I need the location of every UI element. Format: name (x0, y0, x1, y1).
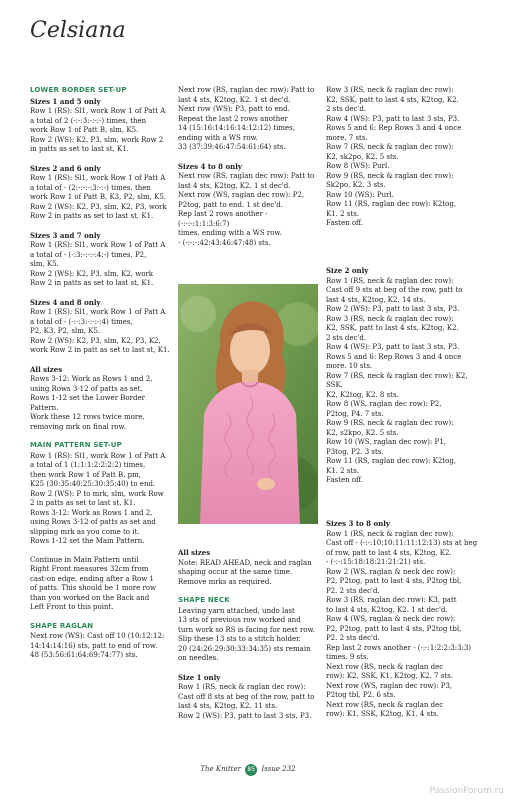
instruction-line: Rep last 2 rows another - (-:-:-:1:1:3:6:7) (178, 210, 268, 228)
instruction-line: a total of 2 (-:-:3:-:-:-) times, then (30, 116, 147, 125)
instruction-line: Row 9 (RS, neck & raglan dec row): (326, 171, 454, 180)
instruction-line: last 4 sts, K2tog, K2. 1 st dec'd. (178, 95, 291, 104)
instruction-line: then work Row 1 of Patt B, pm, (30, 470, 141, 479)
instruction-line: Row 1 (RS, neck & raglan dec row): (178, 683, 306, 691)
instruction-line: 48 (53:56:61:64:69:74:77) sts. (30, 651, 138, 659)
instruction-line: Leaving yarn attached, undo last (178, 606, 295, 615)
instruction-line: P2tog, patt to end. 1 st dec'd. (178, 200, 283, 209)
instruction-line: Row 1 (RS, neck & raglan dec row): (326, 276, 454, 285)
instruction-line: of patts. This should be 1 more row (30, 584, 156, 592)
instruction-line: Row 2 (WS, raglan & neck dec row): (326, 567, 456, 576)
instruction-line: Remove mrks as required. (178, 577, 272, 586)
instruction-line: slm, K5. (30, 260, 59, 268)
instruction-line: P2, P2tog, patt to last 4 sts, P2tog tbl, (326, 624, 462, 633)
instruction-line: last 4 sts, K2tog, K2. 11 sts. (178, 702, 278, 710)
column-3 (326, 86, 481, 229)
size-subheading: Sizes 2 and 6 only (30, 163, 101, 173)
instruction-line: Rows 3-12: Work as Rows 1 and 2, (30, 375, 153, 383)
issue-number: Issue 232 (261, 765, 296, 773)
instruction-line: K2, s2kpo, K2. 5 sts. (326, 428, 399, 437)
instruction-line: last 4 sts, K2tog, K2. 1 st dec'd. (178, 181, 291, 190)
instruction-line: Repeat the last 2 rows another (178, 114, 288, 123)
section-heading-shape-neck: SHAPE NECK (178, 596, 230, 604)
instruction-line: last 4 sts, K2tog, K2. 14 sts. (326, 295, 426, 304)
instruction-line: in patts as set to last st, K1. (30, 145, 129, 153)
instruction-line: Note: READ AHEAD, neck and raglan (178, 558, 312, 567)
page-title: Celsiana (30, 18, 126, 43)
instruction-line: using Rows 3-12 of patts as set and (30, 518, 156, 526)
instruction-line: of row, patt to last 4 sts, K2tog, K2. (326, 548, 452, 557)
size-subheading: Sizes 3 and 7 only (30, 230, 101, 240)
instruction-line: Row 2 (WS): K2, P3, slm, work Row 2 (30, 135, 164, 144)
instruction-line: P3tog, P2. 3 sts. (326, 447, 384, 456)
instruction-line: Row 11 (RS, raglan dec row): K2tog, (326, 200, 457, 208)
instruction-line: P2, K3, P2, slm, K5. (30, 327, 101, 335)
instruction-line: P2tog, P4. 7 sts. (326, 409, 384, 418)
instruction-line: K2, SSK, patt to last 4 sts, K2tog, K2. (326, 324, 459, 332)
instruction-line: Fasten off. (326, 476, 363, 484)
column-3-size-2 (326, 266, 481, 486)
instruction-line: Next row (WS): Cast off 10 (10:12:12: (30, 632, 165, 640)
instruction-line: P2. 2 sts dec'd. (326, 586, 380, 595)
instruction-line: Row 1 (RS): Sl1, work Row 1 of Patt A (30, 174, 166, 182)
instruction-line: more. 10 sts. (326, 362, 373, 370)
instruction-line: K25 (30:35:40:25:30:35:40) to end. (30, 480, 156, 488)
instruction-line: Next row (RS, neck & raglan dec (326, 662, 444, 671)
instruction-line: 13 sts of previous row worked and (178, 616, 301, 624)
instruction-line: Row 1 (RS): Sl1, work Row 1 of Patt A (30, 241, 166, 249)
instruction-line: on needles. (178, 654, 219, 662)
instruction-line: Row 7 (RS, neck & raglan dec row): K2, SSK, (326, 371, 468, 389)
instruction-line: 14:14:14:16) sts, patt to end of row. (30, 641, 158, 650)
instruction-line: cast-on edge, ending after a Row 1 (30, 574, 154, 583)
instruction-line: Row 2 (WS): K2, P3, slm, K2, P3, work (30, 202, 167, 211)
size-subheading: Size 2 only (326, 266, 369, 275)
instruction-line: Cast off - (-:-:10:10:11:11:12:13) sts at beg (326, 539, 478, 547)
instruction-line: Continue in Main Pattern until (30, 555, 139, 564)
instruction-line: Rows 5 and 6: Rep Rows 3 and 4 once (326, 124, 462, 132)
size-subheading: Sizes 1 and 5 only (30, 96, 101, 106)
instruction-line: Pattern. (30, 403, 59, 412)
column-1 (30, 86, 170, 661)
instruction-line: Row 2 (WS): P to mrk, slm, work Row (30, 489, 164, 498)
instruction-line: Row 1 (RS): Sl1, work Row 1 of Patt A (30, 107, 166, 115)
column-2-lower (178, 548, 318, 721)
instruction-line: Row 2 (WS): K2, P3, slm, K2, work (30, 269, 154, 278)
instruction-line: work Row 1 of Patt B, slm, K5. (30, 126, 139, 134)
watermark: PassionForum.ru (429, 785, 504, 796)
instruction-line: more. 7 sts. (326, 133, 368, 142)
instruction-line: 20 (24:26:29:30:33:34:35) sts remain (178, 644, 311, 653)
page-number-badge: 85 (245, 764, 257, 776)
instruction-line: times. 9 sts. (326, 653, 369, 661)
instruction-line: K1. 2 sts. (326, 466, 360, 475)
instruction-line: ending with a WS row. (178, 133, 258, 142)
instruction-line: P2tog tbl, P2. 6 sts. (326, 691, 396, 699)
size-subheading: All sizes (178, 548, 211, 557)
instruction-line: turn work so RS is facing for next row. (178, 625, 315, 634)
instruction-line: Row 2 in patts as set to last st, K1. (30, 279, 154, 287)
column-2 (178, 86, 318, 248)
instruction-line: Row 7 (RS, neck & raglan dec row): (326, 143, 454, 151)
instruction-line: Row 3 (RS, neck & raglan dec row): (326, 86, 454, 94)
instruction-line: Row 3 (RS, neck & raglan dec row): (326, 314, 454, 323)
instruction-line: Row 10 (WS): Purl. (326, 190, 394, 199)
instruction-line: - (-:-:15:18:18:21:21:21) sts. (326, 558, 426, 566)
instruction-line: Row 4 (WS, raglan & neck dec row): (326, 615, 456, 623)
instruction-line: row): K2, SSK, K1, K2tog, K2. 7 sts. (326, 672, 453, 680)
page-footer (178, 764, 318, 776)
size-subheading: Sizes 4 and 8 only (30, 297, 101, 307)
instruction-line: Next row (RS, neck & raglan dec (326, 700, 444, 709)
instruction-line: Rows 3-12: Work as Rows 1 and 2, (30, 508, 153, 517)
instruction-line: Fasten off. (326, 219, 363, 227)
instruction-line: Row 8 (WS): Purl. (326, 162, 390, 170)
instruction-line: K2, sk2po, K2. 5 sts. (326, 152, 399, 161)
instruction-line: Row 1 (RS): Sl1, work Row 1 of Patt A (30, 451, 166, 460)
size-subheading: Sizes 3 to 8 only (326, 519, 390, 528)
instruction-line: Row 3 (RS, raglan dec row): K3, patt (326, 596, 457, 604)
instruction-line: Row 4 (WS): P3, patt to last 3 sts, P3. (326, 343, 460, 351)
instruction-line: Row 9 (RS, neck & raglan dec row): (326, 419, 454, 427)
section-heading-lower-border: LOWER BORDER SET-UP (30, 86, 127, 94)
instruction-line: Rep last 2 rows another - (-:-:1:2:2:3:3:3) (326, 643, 472, 652)
instruction-line: a total of - (-:-:3:-:-:-:4) times, (30, 317, 133, 326)
size-subheading: Size 1 only (178, 672, 221, 682)
instruction-line: work Row 2 in patt as set to last st, K1. (30, 346, 170, 354)
instruction-line: 14 (15:16:14:16:14:12:12) times, (178, 124, 295, 132)
instruction-line: to last 4 sts, K2tog, K2. 1 st dec'd. (326, 605, 448, 614)
instruction-line: Row 2 (WS): P3, patt to last 3 sts, P3. (326, 305, 460, 313)
instruction-line: Right Front measures 32cm from (30, 565, 149, 573)
instruction-line: Left Front to this point. (30, 603, 114, 611)
instruction-line: 2 sts dec'd. (326, 105, 367, 113)
instruction-line: Row 1 (RS): Sl1, work Row 1 of Patt A (30, 308, 166, 316)
instruction-line: Row 11 (RS, raglan dec row): K2tog, (326, 457, 457, 465)
instruction-line: Slip these 13 sts to a stitch holder. (178, 635, 301, 643)
instruction-line: than you worked on the Back and (30, 593, 150, 602)
instruction-line: shaping occur at the same time. (178, 568, 293, 576)
instruction-line: Work these 12 rows twice more, (30, 413, 145, 421)
instruction-line: Rows 5 and 6: Rep Rows 3 and 4 once (326, 352, 462, 361)
instruction-line: Cast off 9 sts at beg of the row, patt to (326, 286, 463, 294)
instruction-line: K2, K2tog, K2. 8 sts. (326, 390, 399, 399)
instruction-line: Rows 1-12 set the Lower Border (30, 394, 145, 402)
instruction-line: Row 2 in patts as set to last st, K1. (30, 212, 154, 220)
instruction-line: Next row (RS, raglan dec row): Patt to (178, 86, 315, 94)
instruction-line: Next row (WS): P3, patt to end. (178, 105, 290, 113)
instruction-line: Next row (WS, raglan dec row): P2, (178, 191, 305, 199)
instruction-line: removing mrk on final row. (30, 422, 126, 431)
instruction-line: work Row 1 of Patt B, K3, P2, slm, K5. (30, 193, 167, 201)
instruction-line: row): K1, SSK, K2tog, K1. 4 sts. (326, 710, 439, 718)
instruction-line: a total of 1 (1:1:1:2:2:2:2) times, (30, 461, 146, 469)
instruction-line: Sk2po, K2. 3 sts. (326, 181, 386, 189)
instruction-line: slipping mrk as you come to it. (30, 527, 140, 536)
instruction-line: K1. 2 sts. (326, 209, 360, 218)
size-subheading: All sizes (30, 364, 63, 374)
model-photo-illustration (178, 284, 318, 524)
instruction-line: Cast off 8 sts at beg of the row, patt to (178, 692, 315, 701)
column-3-sizes-3-8 (326, 519, 481, 720)
instruction-line: Row 1 (RS, neck & raglan dec row): (326, 529, 454, 538)
instruction-line: - (-:-:-:42:43:46:47:48) sts. (178, 238, 271, 247)
instruction-line: Row 10 (WS, raglan dec row): P1, (326, 438, 446, 446)
section-heading-main-pattern: MAIN PATTERN SET-UP (30, 441, 122, 449)
instruction-line: Row 2 (WS): P3, patt to last 3 sts, P3. (178, 711, 312, 720)
magazine-name: The Knitter (200, 765, 241, 773)
instruction-line: 2 in patts as set to last st, K1. (30, 499, 136, 507)
size-subheading: Sizes 4 to 8 only (178, 161, 242, 171)
instruction-line: Row 4 (WS): P3, patt to last 3 sts, P3. (326, 114, 460, 123)
instruction-line: times, ending with a WS row. (178, 229, 282, 237)
instruction-line: P2. 2 sts dec'd. (326, 634, 380, 642)
instruction-line: Rows 1-12 set the Main Pattern. (30, 537, 145, 545)
instruction-line: P2, P2tog, patt to last 4 sts, P2tog tbl, (326, 577, 462, 585)
instruction-line: a total of - (2:-:-:-:3:-:-) times, then (30, 183, 151, 192)
instruction-line: Next row (WS, raglan dec row): P3, (326, 681, 453, 690)
instruction-line: Next row (RS, raglan dec row): Patt to (178, 172, 315, 180)
instruction-line: 2 sts dec'd. (326, 333, 367, 342)
instruction-line: a total of - (-:3:-:-:-:4:-) times, P2, (30, 250, 147, 259)
instruction-line: 33 (37:39:46:47:54:61:64) sts. (178, 143, 286, 151)
model-photo (178, 284, 318, 524)
instruction-line: Row 2 (WS): K2, P3, slm, K2, P3, K2, (30, 336, 161, 345)
instruction-line: using Rows 3-12 of patts as set. (30, 384, 143, 393)
instruction-line: Row 8 (WS, raglan dec row): P2, (326, 400, 442, 408)
section-heading-shape-raglan: SHAPE RAGLAN (30, 621, 94, 630)
instruction-line: K2, SSK, patt to last 4 sts, K2tog, K2. (326, 95, 459, 104)
